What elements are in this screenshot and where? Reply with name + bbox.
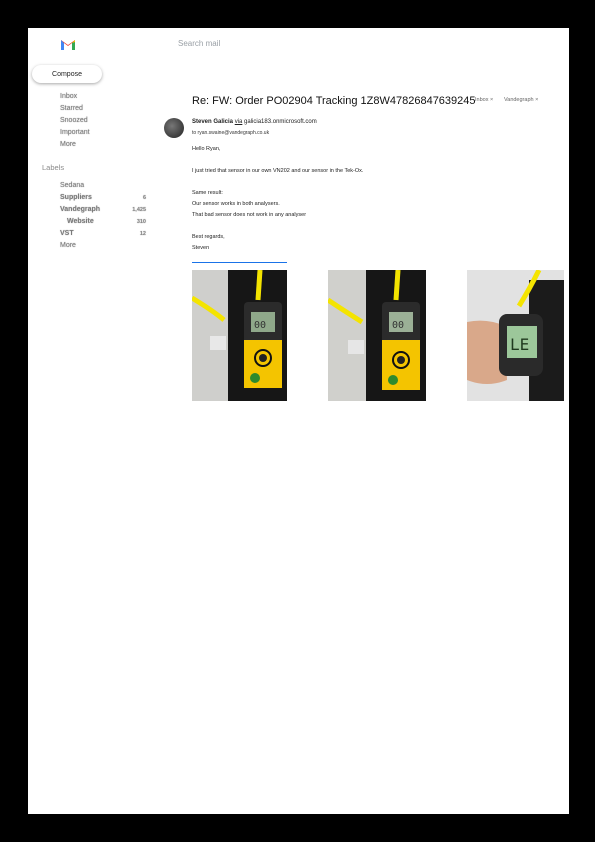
sender-name[interactable]: Steven Galicia	[192, 119, 234, 125]
label-name: Suppliers	[60, 194, 92, 201]
top-bar	[28, 28, 569, 62]
body-line: I just tried that sensor in our own VN202 and our sensor in the Tek-Ox.	[192, 168, 364, 174]
label-vandegraph[interactable]	[60, 204, 146, 216]
recipient-line: to ryan.swaine@vandegraph.co.uk	[192, 130, 270, 136]
sidebar-item-inbox[interactable]: Inbox	[60, 93, 78, 100]
label-name: More	[60, 242, 76, 249]
gmail-print-page	[28, 28, 569, 814]
attachment-image-3[interactable]	[467, 270, 564, 401]
sensor-photo-icon	[328, 270, 426, 401]
signature-divider	[192, 262, 287, 263]
attachment-image-1[interactable]	[192, 270, 287, 401]
label-name: VST	[60, 230, 74, 237]
via-link[interactable]: via	[234, 119, 243, 125]
label-suppliers[interactable]	[60, 192, 146, 204]
sensor-photo-icon	[467, 270, 564, 401]
body-greeting: Hello Ryan,	[192, 146, 221, 152]
compose-button[interactable]: Compose	[32, 65, 102, 83]
sidebar-item-important[interactable]: Important	[60, 129, 90, 136]
label-count: 6	[142, 195, 146, 201]
label-website[interactable]	[60, 216, 146, 228]
labels-list	[60, 180, 146, 252]
label-count: 310	[136, 219, 146, 225]
svg-text:00: 00	[392, 320, 405, 331]
body-line: Our sensor works in both analysers.	[192, 201, 280, 207]
label-chip-inbox[interactable]: Inbox ×	[475, 97, 494, 103]
label-name: Vandegraph	[60, 206, 101, 213]
svg-text:LE: LE	[510, 335, 530, 354]
body-signature: Steven	[192, 245, 210, 251]
sidebar-item-snoozed[interactable]: Snoozed	[60, 117, 88, 124]
email-subject: Re: FW: Order PO02904 Tracking 1Z8W47826847639245	[192, 95, 476, 107]
label-sedana[interactable]	[60, 180, 146, 192]
search-input[interactable]: Search mail	[178, 39, 221, 48]
email-body	[192, 144, 363, 254]
attachment-image-2[interactable]	[328, 270, 426, 401]
sidebar-item-more[interactable]: More	[60, 141, 76, 148]
body-line: Same result:	[192, 190, 223, 196]
body-line: That bad sensor does not work in any analyser	[192, 212, 307, 218]
label-more[interactable]	[60, 240, 146, 252]
sender-domain: galicia183.onmicrosoft.com	[244, 119, 317, 125]
gmail-logo-icon[interactable]	[60, 38, 76, 50]
label-name: Sedana	[60, 182, 85, 189]
sensor-photo-icon	[192, 270, 287, 401]
label-name: Website	[67, 218, 94, 225]
label-vst[interactable]	[60, 228, 146, 240]
label-chip-vandegraph[interactable]: Vandegraph ×	[504, 97, 539, 103]
label-count: 12	[139, 231, 146, 237]
svg-text:00: 00	[254, 320, 267, 331]
label-count: 1,425	[132, 207, 146, 213]
sender-avatar[interactable]	[164, 118, 184, 138]
body-signoff: Best regards,	[192, 234, 225, 240]
sender-line	[192, 119, 317, 125]
labels-heading: Labels	[42, 163, 65, 172]
sidebar-nav	[60, 91, 90, 151]
sidebar-item-starred[interactable]: Starred	[60, 105, 83, 112]
